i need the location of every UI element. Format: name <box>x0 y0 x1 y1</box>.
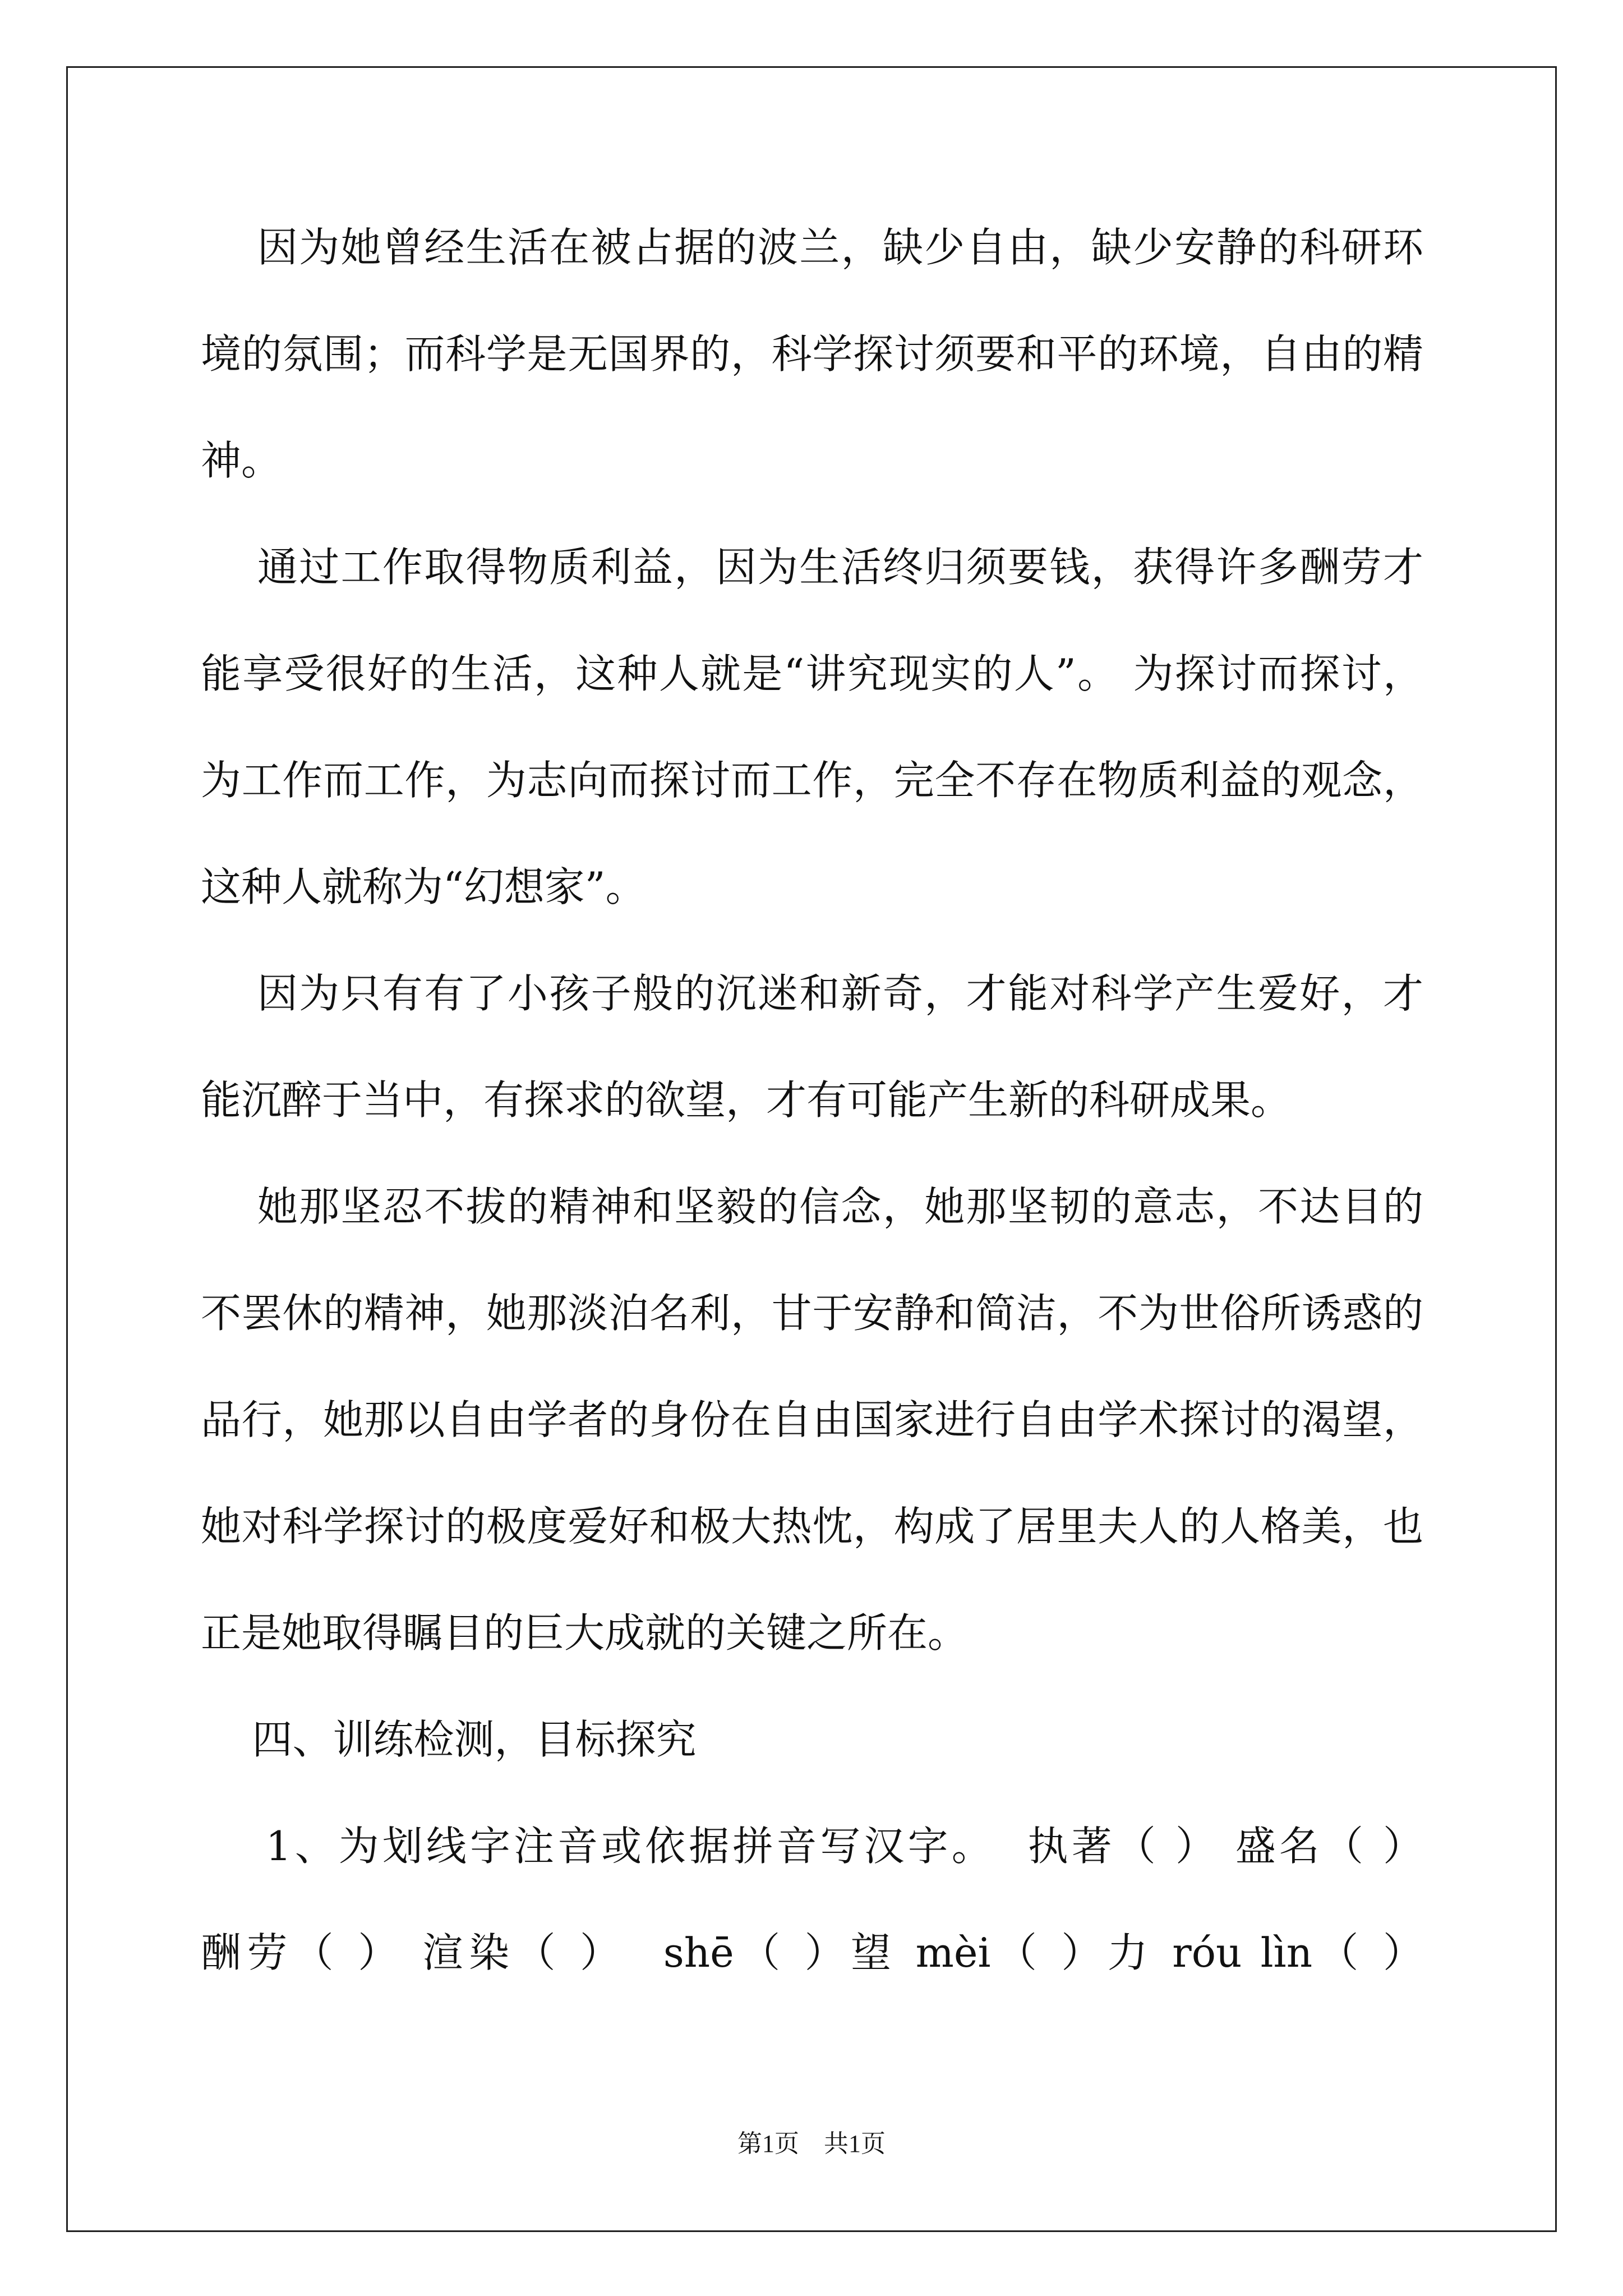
text-line-3: 神。 <box>201 437 282 484</box>
page-total: 共1页 <box>824 2130 886 2157</box>
text-line-9: 能沉醉于当中，有探求的欲望，才有可能产生新的科研成果。 <box>201 1076 1292 1124</box>
page-border <box>66 66 1557 2232</box>
text-line-12: 品行，她那以自由学者的身份在自由国家进行自由学术探讨的渴望， <box>201 1396 1423 1443</box>
text-line-10: 她那坚忍不拔的精神和坚毅的信念，她那坚韧的意志，不达目的 <box>201 1183 1423 1230</box>
text-line-2: 境的氛围；而科学是无国界的，科学探讨须要和平的环境，自由的精 <box>201 330 1423 378</box>
text-line-7: 这种人就称为“幻想家”。 <box>201 863 646 910</box>
section-heading: 四、训练检测，目标探究 <box>201 1716 697 1763</box>
text-line-4: 通过工作取得物质利益，因为生活终归须要钱，获得许多酬劳才 <box>201 544 1423 591</box>
exercise-line-2: 酬劳（ ） 渲染（ ） shē（ ）望 mèi（ ）力 róu lìn（ ） <box>201 1929 1423 1976</box>
text-line-1: 因为她曾经生活在被占据的波兰，缺少自由，缺少安静的科研环 <box>201 224 1423 271</box>
exercise-line-1: 1、为划线字注音或依据拼音写汉字。 执著（ ） 盛名（ ） <box>201 1823 1423 1870</box>
text-line-14: 正是她取得瞩目的巨大成就的关键之所在。 <box>201 1609 969 1657</box>
text-line-5: 能享受很好的生活，这种人就是“讲究现实的人”。 为探讨而探讨， <box>201 650 1423 697</box>
text-line-11: 不罢休的精神，她那淡泊名利，甘于安静和简洁，不为世俗所诱惑的 <box>201 1290 1423 1337</box>
page-footer <box>0 2123 1623 2159</box>
text-line-8: 因为只有有了小孩子般的沉迷和新奇，才能对科学产生爱好，才 <box>201 970 1423 1017</box>
page-number: 第1页 <box>737 2130 799 2157</box>
text-line-6: 为工作而工作，为志向而探讨而工作，完全不存在物质利益的观念， <box>201 757 1423 804</box>
text-line-13: 她对科学探讨的极度爱好和极大热忱，构成了居里夫人的人格美，也 <box>201 1503 1423 1550</box>
